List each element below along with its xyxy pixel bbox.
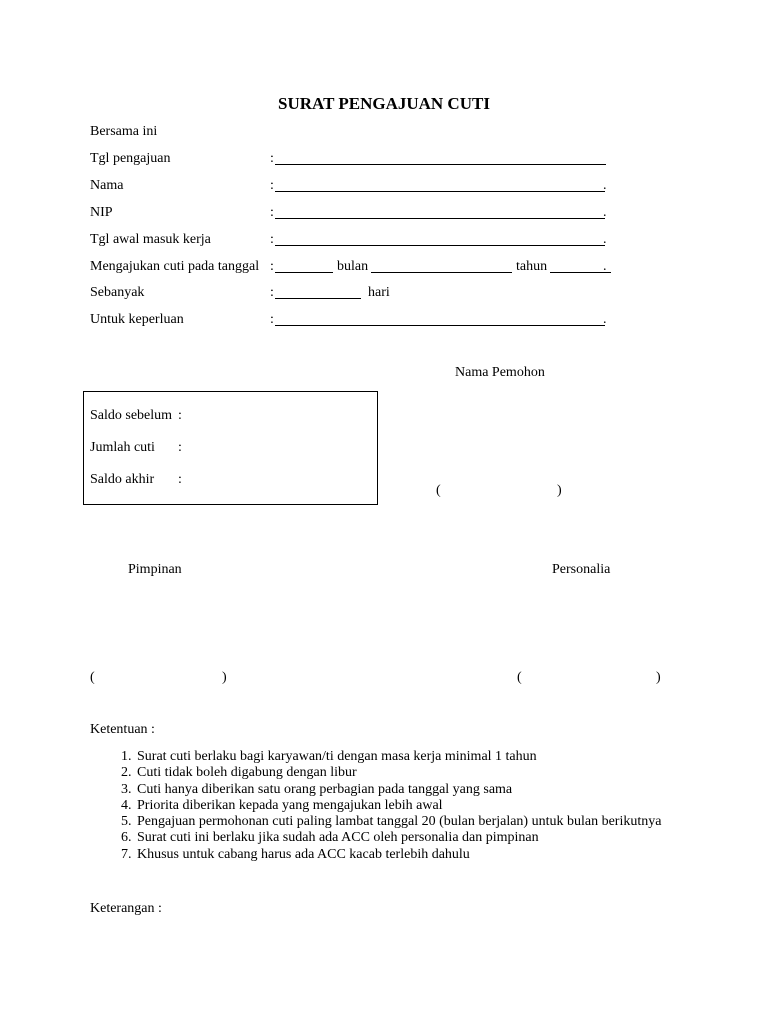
- nama-label: Nama: [90, 178, 124, 193]
- sebanyak-line[interactable]: [275, 298, 361, 299]
- tgl-pengajuan-label: Tgl pengajuan: [90, 151, 171, 166]
- pemohon-open-paren: (: [436, 483, 441, 498]
- keperluan-line[interactable]: [275, 325, 605, 326]
- keperluan-label: Untuk keperluan: [90, 312, 184, 327]
- tgl-awal-masuk-colon: :: [270, 232, 274, 247]
- tgl-pengajuan-colon: :: [270, 151, 274, 166]
- ketentuan-item: 1. Surat cuti berlaku bagi karyawan/ti dengan masa kerja minimal 1 tahun: [135, 749, 661, 765]
- personalia-open-paren: (: [517, 670, 522, 685]
- sebanyak-colon: :: [270, 285, 274, 300]
- ketentuan-item: 6. Surat cuti ini berlaku jika sudah ada ACC oleh personalia dan pimpinan: [135, 830, 661, 846]
- mengajukan-label: Mengajukan cuti pada tanggal: [90, 259, 260, 274]
- nip-label: NIP: [90, 205, 113, 220]
- pemohon-close-paren: ): [557, 483, 562, 498]
- tgl-awal-masuk-line[interactable]: [275, 245, 605, 246]
- bulan-line[interactable]: [371, 272, 512, 273]
- hari-label: hari: [368, 285, 390, 300]
- tahun-dot: .: [603, 259, 607, 274]
- tgl-pengajuan-line[interactable]: [275, 164, 606, 165]
- sebanyak-label: Sebanyak: [90, 285, 145, 300]
- pimpinan-open-paren: (: [90, 670, 95, 685]
- bulan-label: bulan: [337, 259, 369, 274]
- document-title: SURAT PENGAJUAN CUTI: [278, 94, 490, 113]
- ketentuan-item: 5. Pengajuan permohonan cuti paling lambat tanggal 20 (bulan berjalan) untuk bulan berikutnya: [135, 814, 661, 830]
- nip-dot: .: [603, 205, 607, 220]
- ketentuan-item: 3. Cuti hanya diberikan satu orang perbagian pada tanggal yang sama: [135, 782, 661, 798]
- nama-dot: .: [603, 178, 607, 193]
- saldo-akhir-label: Saldo akhir: [90, 472, 155, 487]
- personalia-label: Personalia: [552, 562, 611, 577]
- saldo-akhir-colon: :: [178, 472, 182, 487]
- personalia-close-paren: ): [656, 670, 661, 685]
- ketentuan-heading: Ketentuan :: [90, 722, 155, 737]
- tgl-awal-masuk-label: Tgl awal masuk kerja: [90, 232, 211, 247]
- pimpinan-label: Pimpinan: [128, 562, 182, 577]
- tahun-line[interactable]: [550, 272, 611, 273]
- nama-pemohon-label: Nama Pemohon: [455, 365, 545, 380]
- tanggal-line[interactable]: [275, 272, 333, 273]
- nip-colon: :: [270, 205, 274, 220]
- ketentuan-item: 2. Cuti tidak boleh digabung dengan libur: [135, 765, 661, 781]
- nip-line[interactable]: [275, 218, 605, 219]
- saldo-sebelum-colon: :: [178, 408, 182, 423]
- pimpinan-close-paren: ): [222, 670, 227, 685]
- ketentuan-list: [90, 749, 661, 863]
- tahun-label: tahun: [516, 259, 548, 274]
- jumlah-cuti-label: Jumlah cuti: [90, 440, 155, 455]
- nama-colon: :: [270, 178, 274, 193]
- jumlah-cuti-colon: :: [178, 440, 182, 455]
- nama-line[interactable]: [275, 191, 605, 192]
- intro-text: Bersama ini: [90, 124, 158, 139]
- saldo-sebelum-label: Saldo sebelum: [90, 408, 173, 423]
- tgl-awal-masuk-dot: .: [603, 232, 607, 247]
- ketentuan-item: 4. Priorita diberikan kepada yang mengajukan lebih awal: [135, 798, 661, 814]
- keperluan-colon: :: [270, 312, 274, 327]
- ketentuan-item: 7. Khusus untuk cabang harus ada ACC kacab terlebih dahulu: [135, 847, 661, 863]
- mengajukan-colon: :: [270, 259, 274, 274]
- keterangan-label: Keterangan :: [90, 901, 162, 916]
- keperluan-dot: .: [603, 312, 607, 327]
